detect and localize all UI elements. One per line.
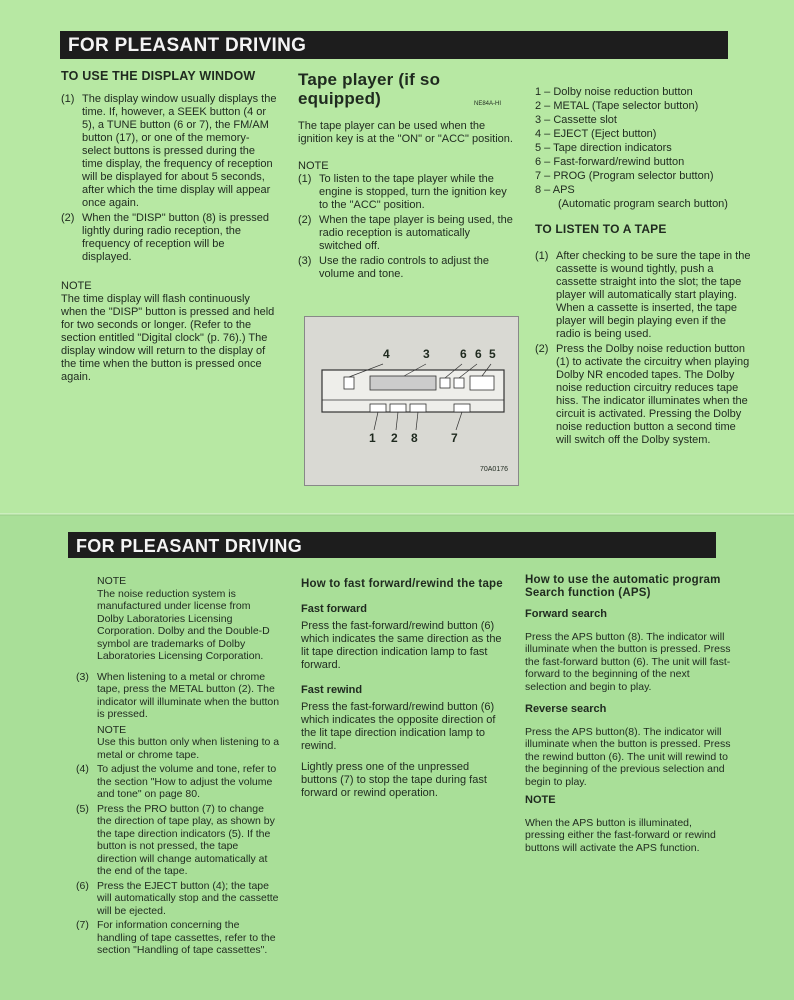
item-text: Press the PRO button (7) to change the direction of tape play, as shown by the tape direction indicators (5). If the button is not pressed, the tape direction will change automatically at the end of the tape. (97, 802, 275, 877)
item-number: (1) (535, 250, 549, 262)
aps-note-label: NOTE (525, 794, 556, 806)
note-text: The time display will flash continuously when the "DISP" button is pressed and held for two seconds or longer. (Refer to the section entitled "Digital clock" (p. 76).) The display window will return to the display of the time when the button is pressed once again. (61, 293, 275, 383)
diagram-label: 1 (369, 431, 376, 445)
item-text: To listen to the tape player while the engine is stopped, turn the ignition key to the "ACC" position. (319, 173, 507, 211)
page-fold (0, 513, 794, 516)
diagram-label: 5 (489, 347, 496, 361)
forward-search-label: Forward search (525, 608, 607, 620)
tape-player-section (298, 70, 514, 283)
fast-forward-rewind-section (301, 578, 507, 808)
aps-section (525, 574, 733, 862)
legend-item: 2 – METAL (Tape selector button) (535, 100, 699, 112)
item-number: (3) (76, 670, 89, 683)
legend-item: 5 – Tape direction indicators (535, 142, 672, 154)
item-text: Press the Dolby noise reduction button (1) to activate the circuitry when playing Dolby NR encoded tapes. The Dolby noise reduction circuitry reduces tape hiss. The indicator illuminates when the circuit is activated. Pressing the Dolby noise reduction button a second time will switch off the Dolby system. (556, 343, 750, 446)
legend-item: 4 – EJECT (Eject button) (535, 128, 657, 140)
item-number: (1) (61, 93, 75, 105)
item-number: (6) (76, 879, 89, 892)
note-text: The noise reduction system is manufactured under license from Dolby Laboratories Licensing Corporation. Dolby and the Double-D symbol are trademarks of Dolby Laboratories Licensing Corporation. (97, 587, 270, 662)
bottom-banner: FOR PLEASANT DRIVING (68, 532, 716, 558)
legend-item: (Automatic program search button) (558, 198, 728, 210)
item-number: (2) (535, 343, 549, 355)
section-code: NE84A-HI (474, 101, 502, 107)
tape-operation-section (76, 575, 280, 959)
fast-rewind-label: Fast rewind (301, 684, 363, 696)
diagram-label: 6 (460, 347, 467, 361)
diagram-label: 3 (423, 347, 430, 361)
note-label: NOTE (298, 160, 329, 172)
item-text: For information concerning the handling of tape cassettes, refer to the section "Handling of tape cassettes". (97, 919, 276, 956)
item-text: To adjust the volume and tone, refer to the section "How to adjust the volume and tone" on page 80. (97, 763, 277, 800)
tape-player-heading: Tape player (if so equipped) (298, 70, 441, 108)
list-item (298, 214, 514, 253)
item-number: (3) (298, 255, 312, 267)
item-number: (5) (76, 802, 89, 815)
item-number: (7) (76, 919, 89, 931)
item-number: (2) (298, 214, 312, 226)
stop-text: Lightly press one of the unpressed buttons (7) to stop the tape during fast forward or rewind operation. (301, 761, 487, 799)
legend-item: 1 – Dolby noise reduction button (535, 86, 693, 98)
item-number: (1) (298, 173, 312, 185)
sub-note-label: NOTE (97, 723, 127, 736)
ff-rewind-heading: How to fast forward/rewind the tape (301, 578, 503, 590)
diagram-label: 2 (391, 431, 398, 445)
cassette-unit-drawing (304, 316, 519, 486)
legend-item: 3 – Cassette slot (535, 114, 617, 126)
item-text: The display window usually displays the time. If, however, a SEEK button (4 or 5), a TUNE button (6 or 7), the FM/AM button (17), or one of the memory-select buttons is pressed during the time display, the frequency of reception will be displayed for about 5 seconds, after which the time display will appear once again. (82, 93, 277, 209)
tape-intro: The tape player can be used when the ignition key is at the "ON" or "ACC" position. (298, 120, 513, 145)
aps-heading: How to use the automatic program Search function (APS) (525, 574, 721, 599)
display-window-section (61, 70, 277, 392)
list-item (298, 173, 514, 212)
list-item (76, 919, 280, 957)
item-text: When the tape player is being used, the radio reception is automatically switched off. (319, 214, 513, 252)
figure-reference: 70A0176 (479, 466, 508, 473)
forward-search-text: Press the APS button (8). The indicator will illuminate when the button is pressed. Press the fast-forward button (6). The unit will fast-forward to the beginning of the next selection and begin to play. (525, 630, 731, 693)
list-item (61, 93, 277, 210)
note-label: NOTE (97, 575, 127, 587)
list-item (76, 880, 280, 918)
list-item (76, 803, 280, 878)
item-text: When listening to a metal or chrome tape, press the METAL button (2). The indicator will illuminate when the button is pressed. (97, 670, 280, 720)
fast-forward-label: Fast forward (301, 603, 368, 615)
listen-heading: TO LISTEN TO A TAPE (535, 222, 667, 236)
reverse-search-label: Reverse search (525, 703, 607, 715)
item-body (97, 671, 280, 762)
item-text: Press the EJECT button (4); the tape will automatically stop and the cassette will be ejected. (97, 879, 279, 917)
diagram-label: 6 (475, 347, 482, 361)
diagram-label: 4 (383, 347, 390, 361)
aps-note-text: When the APS button is illuminated, pressing either the fast-forward or rewind buttons will activate the APS function. (525, 816, 716, 854)
display-window-heading: TO USE THE DISPLAY WINDOW (61, 69, 256, 83)
list-item (76, 671, 280, 762)
legend-item: 7 – PROG (Program selector button) (535, 170, 714, 182)
sub-note-text: Use this button only when listening to a metal or chrome tape. (97, 736, 280, 761)
item-text: When the "DISP" button (8) is pressed lightly during radio reception, the frequency of reception will be displayed. (82, 212, 269, 263)
list-item (298, 255, 514, 281)
list-item (76, 763, 280, 801)
fast-forward-text: Press the fast-forward/rewind button (6) which indicates the same direction as the lit tape direction indication lamp to fast forward. (301, 620, 502, 671)
reverse-search-text: Press the APS button(8). The indicator will illuminate when the button is pressed. Press the rewind button (6). The unit will rewind to the beginning of the previous selection and begin to play. (525, 725, 731, 788)
top-banner: FOR PLEASANT DRIVING (60, 31, 728, 59)
tape-player-diagram (304, 316, 519, 486)
diagram-label: 7 (451, 431, 458, 445)
list-item (61, 212, 277, 264)
diagram-label: 8 (411, 431, 418, 445)
item-number: (2) (61, 212, 75, 224)
item-text: Use the radio controls to adjust the volume and tone. (319, 255, 489, 280)
legend-and-listen-section (535, 86, 753, 449)
list-item (535, 343, 753, 447)
fast-rewind-text: Press the fast-forward/rewind button (6) which indicates the opposite direction of the lit tape direction indication lamp to rewind. (301, 701, 496, 752)
legend-item: 6 – Fast-forward/rewind button (535, 156, 685, 168)
list-item (535, 250, 753, 341)
note-label: NOTE (61, 280, 92, 292)
item-text: After checking to be sure the tape in the cassette is wound tightly, push a cassette straight into the slot; the tape player will automatically start playing. When a cassette is inserted, the tape player will begin playing even if the radio is being used. (556, 250, 751, 340)
item-number: (4) (76, 763, 89, 775)
component-legend (535, 86, 753, 211)
legend-item: 8 – APS (535, 184, 575, 196)
